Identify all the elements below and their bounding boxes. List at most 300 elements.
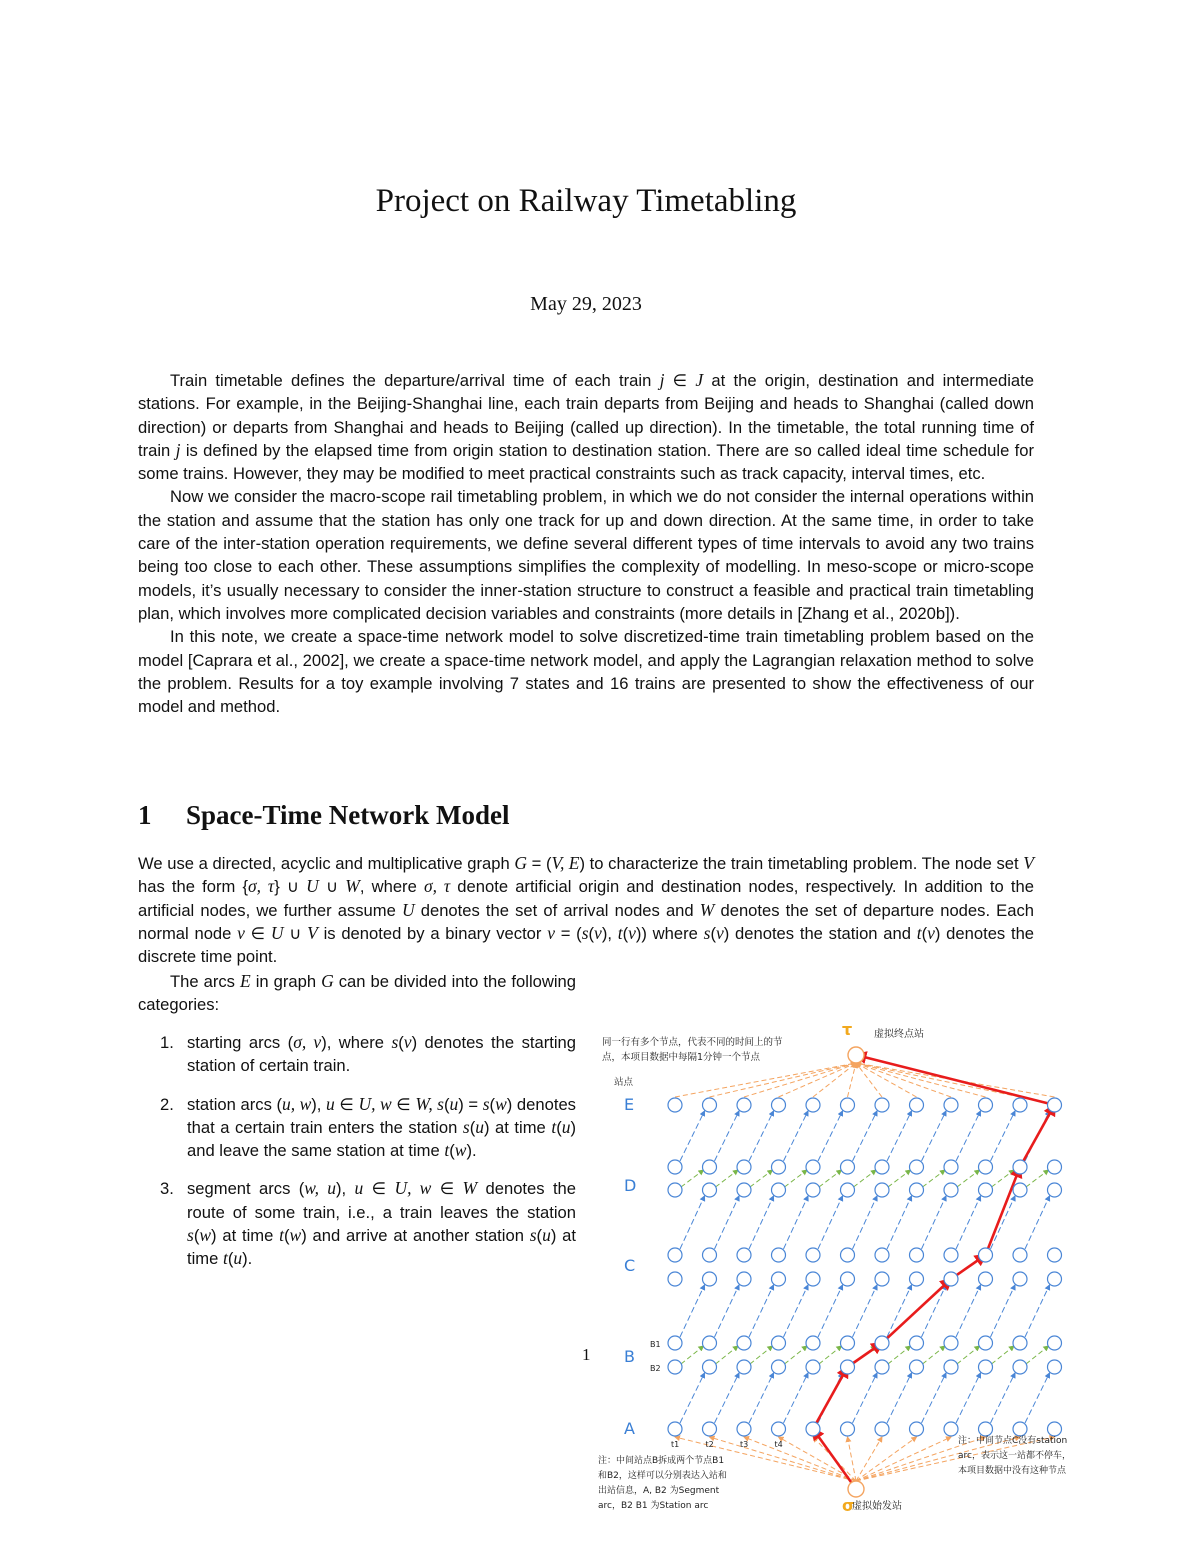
network-node — [737, 1183, 751, 1197]
network-node — [944, 1183, 958, 1197]
math-symbol: W — [699, 899, 715, 920]
text-run: in graph — [250, 972, 322, 991]
end-arc — [779, 1063, 857, 1097]
segment-arc — [922, 1111, 947, 1161]
text-run: ∈ — [391, 1094, 416, 1114]
math-symbol: u — [542, 1225, 551, 1246]
network-node — [875, 1422, 889, 1436]
station-arc — [992, 1170, 1015, 1187]
list-label: 3. — [160, 1179, 174, 1199]
segment-arc — [715, 1111, 740, 1161]
math-symbol: E — [239, 971, 251, 991]
segment-arc — [1025, 1285, 1050, 1337]
network-node — [1013, 1160, 1027, 1174]
network-node — [1013, 1098, 1027, 1112]
text-run: denotes the route of some train, i.e., a train leaves the station — [187, 1179, 577, 1222]
network-node — [806, 1336, 820, 1350]
time-label: t2 — [705, 1440, 714, 1449]
network-node — [875, 1160, 889, 1174]
text-run: ) denotes that a certain train enters the station — [187, 1094, 576, 1137]
text-run: ∈ — [664, 371, 696, 390]
math-symbol: v — [547, 922, 555, 943]
network-node — [944, 1098, 958, 1112]
train-path-arc — [813, 1367, 848, 1429]
math-symbol: σ, τ — [423, 876, 451, 897]
network-node — [668, 1272, 682, 1286]
start-arc — [744, 1437, 856, 1481]
segment-arc — [991, 1196, 1016, 1249]
segment-arc — [853, 1285, 878, 1337]
note-right: 注：中间节点C没有station — [958, 1436, 1068, 1446]
note-left: 出站信息，A, B2 为Segment — [598, 1486, 720, 1496]
segment-arc — [956, 1285, 981, 1337]
segment-arc — [991, 1373, 1016, 1423]
segment-arc — [818, 1196, 843, 1249]
text-run: ∈ — [363, 1179, 395, 1199]
segment-arc — [715, 1285, 740, 1337]
station-arc — [888, 1346, 911, 1364]
math-symbol: G — [321, 971, 334, 991]
text-run: ∈ — [431, 1179, 463, 1199]
network-node — [703, 1160, 717, 1174]
station-label: A — [624, 1419, 635, 1438]
segment-arc — [680, 1196, 705, 1249]
math-symbol: s — [529, 1225, 537, 1246]
text-run: can be divided into the following categories: — [138, 972, 577, 1015]
start-arc — [856, 1437, 917, 1481]
math-symbol: w — [454, 1140, 467, 1161]
text-run: ) at time — [187, 1226, 576, 1269]
train-path-arc — [986, 1167, 1021, 1255]
network-node — [703, 1360, 717, 1374]
segment-arc — [1025, 1373, 1050, 1423]
network-node — [703, 1336, 717, 1350]
network-node — [910, 1098, 924, 1112]
segment-arc — [887, 1373, 912, 1423]
station-arc — [716, 1346, 739, 1364]
network-node — [910, 1336, 924, 1350]
text-run: = ( — [527, 854, 552, 873]
list-item — [160, 1093, 576, 1163]
math-symbol: v — [594, 922, 602, 943]
math-symbol: t — [916, 922, 922, 943]
text-run: ), — [335, 1179, 355, 1199]
text-run: ), where — [321, 1033, 392, 1052]
list-text — [187, 1095, 576, 1161]
section-title: Space-Time Network Model — [186, 800, 510, 830]
network-node — [772, 1336, 786, 1350]
arc-layer — [675, 1055, 1055, 1489]
network-node — [1048, 1422, 1062, 1436]
network-node — [806, 1248, 820, 1262]
network-node — [772, 1098, 786, 1112]
text-run: ) at time — [211, 1226, 280, 1246]
section-paragraph-2 — [138, 970, 576, 1017]
text-run: ). — [242, 1249, 253, 1269]
arc-intro — [138, 970, 576, 1017]
segment-arc — [887, 1111, 912, 1161]
math-symbol: w, u — [304, 1178, 336, 1199]
network-node — [737, 1160, 751, 1174]
text-run: ∈ — [334, 1094, 359, 1114]
network-node — [668, 1183, 682, 1197]
station-arc — [750, 1346, 773, 1364]
math-symbol: u — [326, 1093, 335, 1114]
network-node — [944, 1360, 958, 1374]
network-node — [737, 1422, 751, 1436]
end-arc — [856, 1063, 986, 1097]
text-run: station arcs ( — [187, 1094, 283, 1114]
network-node — [841, 1183, 855, 1197]
math-symbol: W — [462, 1178, 478, 1199]
math-symbol: v — [628, 922, 636, 943]
note-left: 和B2，这样可以分别表达入站和 — [598, 1471, 727, 1481]
node-layer — [668, 1047, 1062, 1497]
text-run: ( — [536, 1226, 543, 1246]
paper-date: May 29, 2023 — [530, 293, 642, 315]
math-symbol: s — [187, 1225, 194, 1246]
start-arc — [856, 1437, 882, 1481]
segment-arc — [715, 1196, 740, 1249]
station-arc — [819, 1170, 842, 1187]
text-run: ( — [588, 923, 595, 943]
text-run: ( — [556, 1117, 562, 1137]
text-run: ) denotes the station and — [723, 923, 917, 943]
network-node — [910, 1183, 924, 1197]
segment-arc — [784, 1111, 809, 1161]
text-run: ( — [710, 923, 716, 943]
math-symbol: W — [345, 876, 360, 897]
tau-caption: 虚拟终点站 — [874, 1029, 924, 1040]
station-arc — [785, 1170, 808, 1187]
text-run: Train timetable defines the departure/arrival time of each train — [170, 371, 660, 390]
station-arc — [785, 1346, 808, 1364]
math-symbol: w — [289, 1225, 302, 1246]
end-arc — [856, 1063, 1020, 1097]
network-node — [772, 1360, 786, 1374]
network-node — [668, 1098, 682, 1112]
network-node — [806, 1272, 820, 1286]
network-node — [668, 1248, 682, 1262]
network-node — [737, 1360, 751, 1374]
space-time-network-figure — [594, 1015, 1114, 1535]
text-run: ) denotes the discrete time point. — [138, 923, 1035, 967]
network-node — [910, 1360, 924, 1374]
station-arc — [923, 1170, 946, 1187]
network-node — [910, 1422, 924, 1436]
list-text — [187, 1179, 576, 1268]
time-label: t1 — [671, 1440, 680, 1449]
math-symbol: t — [617, 922, 623, 943]
network-node — [1048, 1360, 1062, 1374]
math-symbol: U, w — [358, 1093, 392, 1114]
math-symbol: J — [695, 370, 704, 390]
section-body — [138, 852, 1034, 968]
math-symbol: σ, τ — [248, 876, 275, 897]
text-run: ). — [466, 1141, 477, 1161]
math-symbol: W, s — [415, 1093, 444, 1114]
sigma-label: σ — [842, 1496, 855, 1515]
axis-title: 站点 — [614, 1077, 634, 1088]
math-symbol: v — [237, 922, 245, 943]
segment-arc — [887, 1196, 912, 1249]
network-node — [841, 1272, 855, 1286]
network-node — [841, 1160, 855, 1174]
network-node — [1013, 1272, 1027, 1286]
intro-paragraph-2: Now we consider the macro-scope rail timetabling problem, in which we do not consider the internal operations within the station and assume that the station has only one track for up and down direction. At the same time, in order to take care of the inter-station operation requirements, we define several different types of time intervals to avoid any two trains being too close to each other. These assumptions simplifies the complexity of modelling. In meso-scope or micro-scope models, it’s usually necessary to consider the inner-station structure to construct a feasible and practical train timetabling plan, which involves more complicated decision variables and constraints (more details in [Zhang et al., 2020b]). — [138, 487, 1034, 623]
math-symbol: j — [659, 370, 665, 390]
segment-arc — [784, 1285, 809, 1337]
train-path-arc — [813, 1429, 856, 1489]
page-number: 1 — [582, 1345, 591, 1364]
network-node — [944, 1248, 958, 1262]
segment-arc — [680, 1111, 705, 1161]
network-node — [1048, 1183, 1062, 1197]
network-node — [772, 1272, 786, 1286]
text-run: ( — [443, 1094, 450, 1114]
network-node — [841, 1248, 855, 1262]
text-run: ( — [921, 923, 928, 943]
network-node — [841, 1098, 855, 1112]
text-run: ) and arrive at another station — [301, 1226, 530, 1246]
network-node — [772, 1160, 786, 1174]
network-node — [668, 1360, 682, 1374]
intro — [138, 369, 1034, 718]
tau-label: τ — [842, 1020, 853, 1039]
list-item — [160, 1177, 576, 1270]
station-arc — [923, 1346, 946, 1364]
note-right: 本项目数据中没有这种节点 — [958, 1466, 1067, 1476]
station-arc — [750, 1170, 773, 1187]
network-node — [703, 1098, 717, 1112]
text-run: denotes the set of departure nodes. Each normal node — [138, 900, 1034, 943]
text-run: ( — [622, 923, 629, 943]
station-label: C — [624, 1256, 636, 1275]
network-node — [668, 1422, 682, 1436]
station-arc — [681, 1346, 704, 1364]
text-run: ( — [227, 1249, 234, 1269]
text-run: } ∪ — [274, 877, 307, 897]
network-node — [1013, 1422, 1027, 1436]
math-symbol: σ, v — [293, 1032, 322, 1052]
math-symbol: w — [199, 1225, 212, 1246]
network-node — [772, 1248, 786, 1262]
math-symbol: U — [306, 876, 319, 897]
network-node — [703, 1272, 717, 1286]
b2-label: B2 — [650, 1364, 661, 1373]
segment-arc — [818, 1285, 843, 1337]
end-arc — [848, 1063, 857, 1097]
text-run: ( — [193, 1226, 200, 1246]
text-run: , where — [359, 877, 424, 897]
network-node — [1048, 1160, 1062, 1174]
math-symbol: t — [222, 1248, 228, 1269]
station-arc — [1026, 1170, 1049, 1187]
network-node — [979, 1160, 993, 1174]
station-label: B — [624, 1347, 635, 1366]
text-run: starting arcs ( — [187, 1033, 294, 1052]
text-run: is denoted by a binary vector — [317, 923, 548, 943]
text-run: ∪ — [318, 877, 346, 897]
network-node — [806, 1183, 820, 1197]
segment-arc — [956, 1373, 981, 1423]
network-node — [875, 1272, 889, 1286]
network-node — [944, 1422, 958, 1436]
segment-arc — [818, 1111, 843, 1161]
section-paragraph-1 — [138, 852, 1034, 968]
network-node — [875, 1098, 889, 1112]
segment-arc — [749, 1111, 774, 1161]
time-label: t4 — [774, 1440, 783, 1449]
end-arc — [744, 1063, 856, 1097]
segment-arc — [784, 1373, 809, 1423]
network-node — [841, 1422, 855, 1436]
network-node — [668, 1160, 682, 1174]
math-symbol: U — [401, 899, 415, 920]
text-run: ( — [398, 1033, 404, 1052]
top-note: 点，本项目数据中每隔1分钟一个节点 — [602, 1052, 761, 1063]
network-node — [737, 1248, 751, 1262]
network-node — [875, 1360, 889, 1374]
segment-arc — [853, 1196, 878, 1249]
text-run: has the form { — [138, 877, 248, 897]
text-run: ( — [284, 1226, 290, 1246]
note-left: 注：中间站点B拆成两个节点B1 — [598, 1456, 725, 1466]
train-path-arc — [1020, 1105, 1055, 1167]
math-symbol: j — [175, 439, 181, 460]
network-node — [944, 1272, 958, 1286]
network-node — [737, 1098, 751, 1112]
network-node — [944, 1160, 958, 1174]
math-symbol: v — [927, 922, 935, 943]
network-node — [979, 1336, 993, 1350]
network-node — [772, 1183, 786, 1197]
network-node — [944, 1336, 958, 1350]
text-run: ∪ — [283, 923, 308, 943]
segment-arc — [956, 1111, 981, 1161]
end-arc — [675, 1063, 856, 1097]
station-arc — [888, 1170, 911, 1187]
network-node — [875, 1336, 889, 1350]
math-symbol: u — [475, 1116, 484, 1137]
text-run: ), — [311, 1094, 327, 1114]
network-node — [703, 1248, 717, 1262]
network-node — [979, 1360, 993, 1374]
network-node — [1048, 1272, 1062, 1286]
network-node — [737, 1272, 751, 1286]
segment-arc — [853, 1111, 878, 1161]
math-symbol: u — [354, 1178, 364, 1199]
segment-arc — [749, 1373, 774, 1423]
network-node — [875, 1248, 889, 1262]
train-path-arc — [882, 1279, 951, 1343]
network-node — [703, 1422, 717, 1436]
text-run: ) and leave the same station at time — [187, 1117, 576, 1161]
arc-category-list — [160, 1031, 576, 1286]
segment-arc — [887, 1285, 912, 1337]
math-symbol: t — [551, 1116, 557, 1137]
text-run: = ( — [554, 923, 582, 943]
station-arc — [992, 1346, 1015, 1364]
segment-arc — [853, 1373, 878, 1423]
station-arc — [681, 1170, 704, 1187]
text-run: ( — [489, 1094, 496, 1114]
station-label: E — [624, 1095, 635, 1114]
network-node — [910, 1248, 924, 1262]
station-arc — [716, 1170, 739, 1187]
label-layer — [598, 1020, 1071, 1515]
list-label: 2. — [160, 1094, 174, 1114]
math-symbol: U, w — [394, 1178, 432, 1199]
math-symbol: v — [403, 1032, 412, 1052]
time-label: t3 — [740, 1440, 749, 1449]
text-run: segment arcs ( — [187, 1179, 305, 1199]
text-run: )) where — [635, 923, 704, 943]
math-symbol: u — [449, 1093, 459, 1114]
text-run: is defined by the elapsed time from origin station to destination station. There are so called ideal time schedule for some trains. However, they may be modified to meet practical constraints such as track capacity, interval times, etc. — [138, 440, 1035, 484]
sigma-caption: 虚拟始发站 — [852, 1501, 902, 1512]
b1-label: B1 — [650, 1340, 661, 1349]
network-node — [806, 1160, 820, 1174]
math-symbol: s — [482, 1093, 490, 1114]
segment-arc — [680, 1373, 705, 1423]
network-node — [1013, 1183, 1027, 1197]
tau-node — [848, 1047, 864, 1063]
network-node — [841, 1336, 855, 1350]
math-symbol: U — [270, 922, 284, 943]
segment-arc — [715, 1373, 740, 1423]
segment-arc — [1025, 1196, 1050, 1249]
section-number: 1 — [138, 800, 152, 830]
network-node — [1048, 1098, 1062, 1112]
network-node — [772, 1422, 786, 1436]
segment-arc — [991, 1111, 1016, 1161]
station-arc — [854, 1170, 877, 1187]
network-node — [979, 1098, 993, 1112]
text-run: ) at time — [483, 1117, 552, 1137]
sigma-node — [848, 1481, 864, 1497]
math-symbol: V, E — [551, 853, 580, 873]
segment-arc — [680, 1285, 705, 1337]
list-text — [187, 1033, 576, 1075]
math-symbol: v — [715, 922, 724, 943]
text-run: ( — [449, 1141, 455, 1161]
text-run: ) = — [458, 1094, 483, 1114]
network-node — [806, 1422, 820, 1436]
network-node — [910, 1160, 924, 1174]
network-node — [979, 1248, 993, 1262]
note-right: arc，表示这一站都不停车， — [958, 1451, 1071, 1461]
text-run: ∈ — [244, 923, 271, 943]
network-node — [703, 1183, 717, 1197]
intro-paragraph-1 — [138, 369, 1034, 485]
network-node — [1013, 1336, 1027, 1350]
math-symbol: t — [444, 1140, 450, 1161]
network-node — [910, 1272, 924, 1286]
text-run: The arcs — [170, 972, 240, 991]
math-symbol: u, w — [282, 1093, 312, 1114]
math-symbol: G — [514, 853, 528, 873]
station-arc — [819, 1346, 842, 1364]
network-node — [875, 1183, 889, 1197]
math-symbol: s — [581, 922, 589, 943]
start-arc — [848, 1437, 857, 1481]
end-arc — [856, 1063, 882, 1097]
math-symbol: s — [462, 1116, 470, 1137]
text-run: denote artificial origin and destination nodes, respectively. In addition to the artificial nodes, we further assume — [138, 877, 1034, 920]
text-run: ( — [469, 1117, 476, 1137]
network-node — [979, 1272, 993, 1286]
